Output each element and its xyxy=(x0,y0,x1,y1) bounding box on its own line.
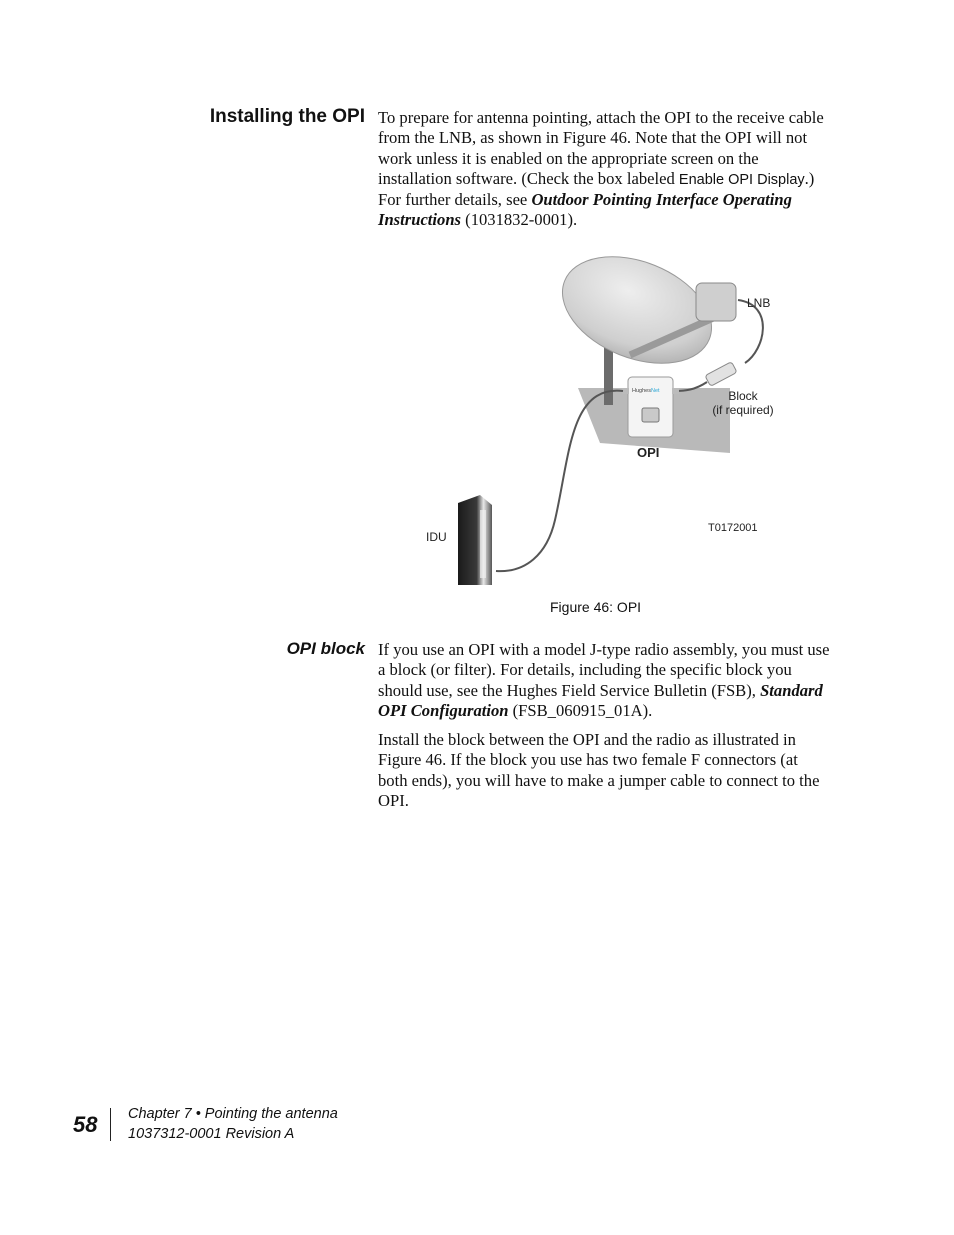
label-block-line1: Block xyxy=(728,389,758,403)
opi-block-paragraph-1 xyxy=(378,640,830,721)
lnb-unit xyxy=(696,283,736,321)
idu-light-stripe xyxy=(480,510,486,578)
label-idu: IDU xyxy=(426,530,447,544)
footer-chapter: Chapter 7 • Pointing the antenna xyxy=(128,1106,338,1122)
opi-left-connector xyxy=(622,388,629,394)
ui-label-enable-opi-display: Enable OPI Display xyxy=(678,171,805,188)
opi-right-connector xyxy=(672,388,679,394)
text-run: .) For further details, see xyxy=(378,168,815,210)
label-opi: OPI xyxy=(637,445,660,460)
opi-device xyxy=(628,377,673,437)
opi-indicator-window xyxy=(642,408,659,422)
reference-title-opi-instructions: Outdoor Pointing Interface Operating Instructions xyxy=(378,190,792,230)
page-number: 58 xyxy=(73,1112,98,1137)
opi-block-paragraph-2: Install the block between the OPI and the radio as illustrated in Figure 46. If the block you use has two female F connectors (at both ends), you will have to make a jumper cable to connect to the OPI. xyxy=(378,730,820,810)
section-heading-installing-opi: Installing the OPI xyxy=(209,106,365,127)
installing-opi-paragraph xyxy=(378,108,830,231)
label-lnb: LNB xyxy=(747,296,771,310)
label-block-line2: (if required) xyxy=(712,403,774,417)
text-run: If you use an OPI with a model J-type radio assembly, you must use a block (or filter). For details, including the specific block you should use, see the Hughes Field Service Bulletin (FSB), xyxy=(378,640,830,700)
reference-title-standard-opi-config: Standard OPI Configuration xyxy=(378,680,823,720)
block-filter xyxy=(705,362,737,387)
opi-brand-text: HughesNet xyxy=(632,388,660,394)
text-run: (FSB_060915_01A). xyxy=(508,700,653,720)
footer-doc-id: 1037312-0001 Revision A xyxy=(128,1126,295,1142)
antenna-mast xyxy=(604,345,613,405)
text-run: To prepare for antenna pointing, attach the OPI to the receive cable from the LNB, as shown in Figure 46. Note that the OPI will not work unless it is enabled on the appropriate screen on the installation software. (Check the box labeled xyxy=(378,108,824,188)
idu-modem xyxy=(458,495,492,585)
section-heading-opi-block: OPI block xyxy=(286,639,365,658)
text-run: (1031832-0001). xyxy=(461,210,578,230)
figure-caption: Figure 46: OPI xyxy=(550,599,642,615)
label-block xyxy=(710,389,776,417)
footer-divider xyxy=(110,1108,111,1141)
figure-46-opi-illustration xyxy=(420,255,820,600)
label-figure-code: T0172001 xyxy=(708,522,758,534)
